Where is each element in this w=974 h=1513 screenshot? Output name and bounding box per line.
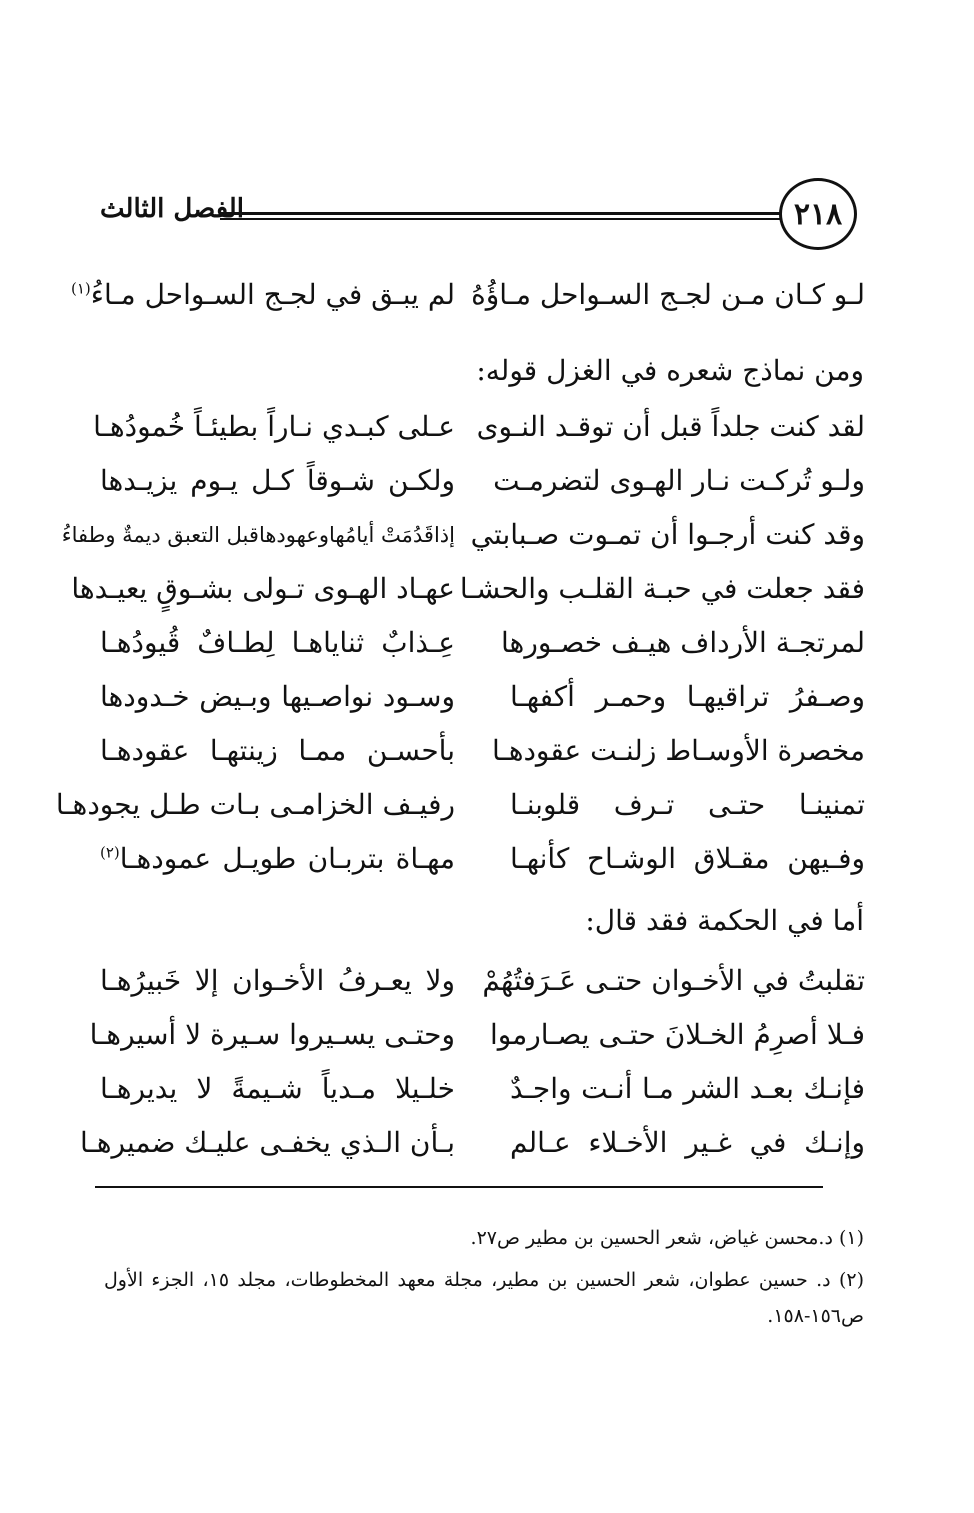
verse-second-hemistich: مهـاة بتربـان طويـل عمودهـا$^{(٢)}$ (100, 842, 455, 875)
verse-line (93, 402, 865, 452)
verse-line (100, 618, 865, 668)
verse-second-hemistich: وسـود نواصـيها وبـيض خـدودها (100, 680, 455, 713)
footnote-ref: (١) (71, 279, 91, 298)
verse-second-hemistich: ولكـن شـوقاً كـل يـوم يزيـدها (100, 464, 455, 497)
verse-first-hemistich: ولـو تُركـت نـار الهـوى لتضرمـت (493, 464, 865, 497)
verse-line (100, 1064, 865, 1114)
verse-first-hemistich: تقلبتُ في الأخـوان حتـى عَـرَفتُهُمْ (482, 964, 865, 997)
verse-second-hemistich: عـلى كبـدي نـاراً بطيئـاً خُمودُهـا (93, 410, 455, 443)
verse-second-hemistich: عهـاد الهـوى تـولى بشـوقٍ يعيـدها (71, 572, 455, 605)
verse-second-hemistich: عِـذابٌ ثناياهـا لِطـافٌ قُيودُهـا (100, 626, 455, 659)
verse-line (61, 510, 865, 560)
header-rule (220, 212, 845, 220)
footnote-1: (١) د.محسن غياض، شعر الحسين بن مطير ص٢٧. (470, 1227, 864, 1249)
verse-line (89, 1010, 865, 1060)
chapter-title: الفصل الثالث (100, 194, 244, 224)
hikma-intro: أما في الحكمة فقد قال: (585, 904, 864, 937)
verse-line (100, 672, 865, 722)
verse-first-hemistich: فقد جعلت في حبـة القلـب والحشـا (459, 572, 865, 605)
verse-second-hemistich: خلـيلا مـدياً شـيمةً لا يديرهـا (100, 1072, 455, 1105)
verse-first-hemistich: فـلا أصرِمُ الخـلانَ حتـى يصـارموا (490, 1018, 865, 1051)
verse-line (100, 456, 865, 506)
ghazal-intro: ومن نماذج شعره في الغزل قوله: (476, 354, 864, 387)
verse-second-hemistich: ولا يعـرفُ الأخـوان إلا خَبيرُهـا (100, 964, 455, 997)
verse-line (55, 780, 865, 830)
verse-first-hemistich: لمرتجـة الأرداف هيـف خصـورها (501, 626, 865, 659)
verse-second-hemistich: إذاقَدُمَتْ أيامُهاوعهودهاقبل التعبق ديمةٌ وطفاءُ (61, 523, 455, 547)
verse-first-hemistich: وإنـك في غـير الأخـلاء عـالم (510, 1126, 865, 1159)
footnote-separator (95, 1186, 823, 1188)
verse-first-hemistich: وقد كنت أرجـوا أن تمـوت صـبابتي (470, 518, 865, 551)
verse-second-hemistich: وحتـى يسـيروا سـيرة لا أسيرهـا (89, 1018, 455, 1051)
verse-second-hemistich: رفيـف الخزامـى بـات طـل يجودهـا (55, 788, 455, 821)
verse-second-hemistich: بأحسـن ممـا زينتهـا عقودهـا (100, 734, 455, 767)
footnote-ref: (٢) (100, 843, 120, 862)
verse-second-hemistich: لم يبـق في لجـج السـواحل مـاءُ$^{(١)}$ (71, 278, 455, 311)
verse-line (100, 956, 865, 1006)
verse-first-hemistich: فإنـك بعـد الشر مـا أنـت واجـدٌ (510, 1072, 865, 1105)
verse-first-hemistich: مخصرة الأوسـاط زلنـت عقودهـا (491, 734, 865, 767)
verse-line (100, 726, 865, 776)
verse-line (80, 1118, 865, 1168)
page-number: ٢١٨ (779, 178, 857, 250)
page-header (100, 178, 865, 258)
verse-first-hemistich: لـو كـان مـن لجـج السـواحل مـاؤُهُ (471, 278, 865, 311)
verse-line (100, 834, 865, 884)
verse-first-hemistich: تمنينـا حتـى تـرف قلوبنـا (510, 788, 865, 821)
verse-second-hemistich: بـأن الـذي يخفـى عليـك ضميرهـا (80, 1126, 455, 1159)
verse-line (71, 564, 865, 614)
footnote-2: (٢) د. حسين عطوان، شعر الحسين بن مطير، مجلة معهد المخطوطات، مجلد ١٥، الجزء الأول ص١٥٦-١٥٨. (104, 1269, 865, 1327)
verse-first-hemistich: وصـفرُ تراقيهـا وحمـر أكفهـا (510, 680, 865, 713)
verse-first-hemistich: وفـيهن مقـلاق الوشـاح كأنهـا (510, 842, 865, 875)
verse-first-hemistich: لقد كنت جلداً قبل أن توقـد النـوى (476, 410, 865, 443)
verse-line (71, 270, 865, 320)
